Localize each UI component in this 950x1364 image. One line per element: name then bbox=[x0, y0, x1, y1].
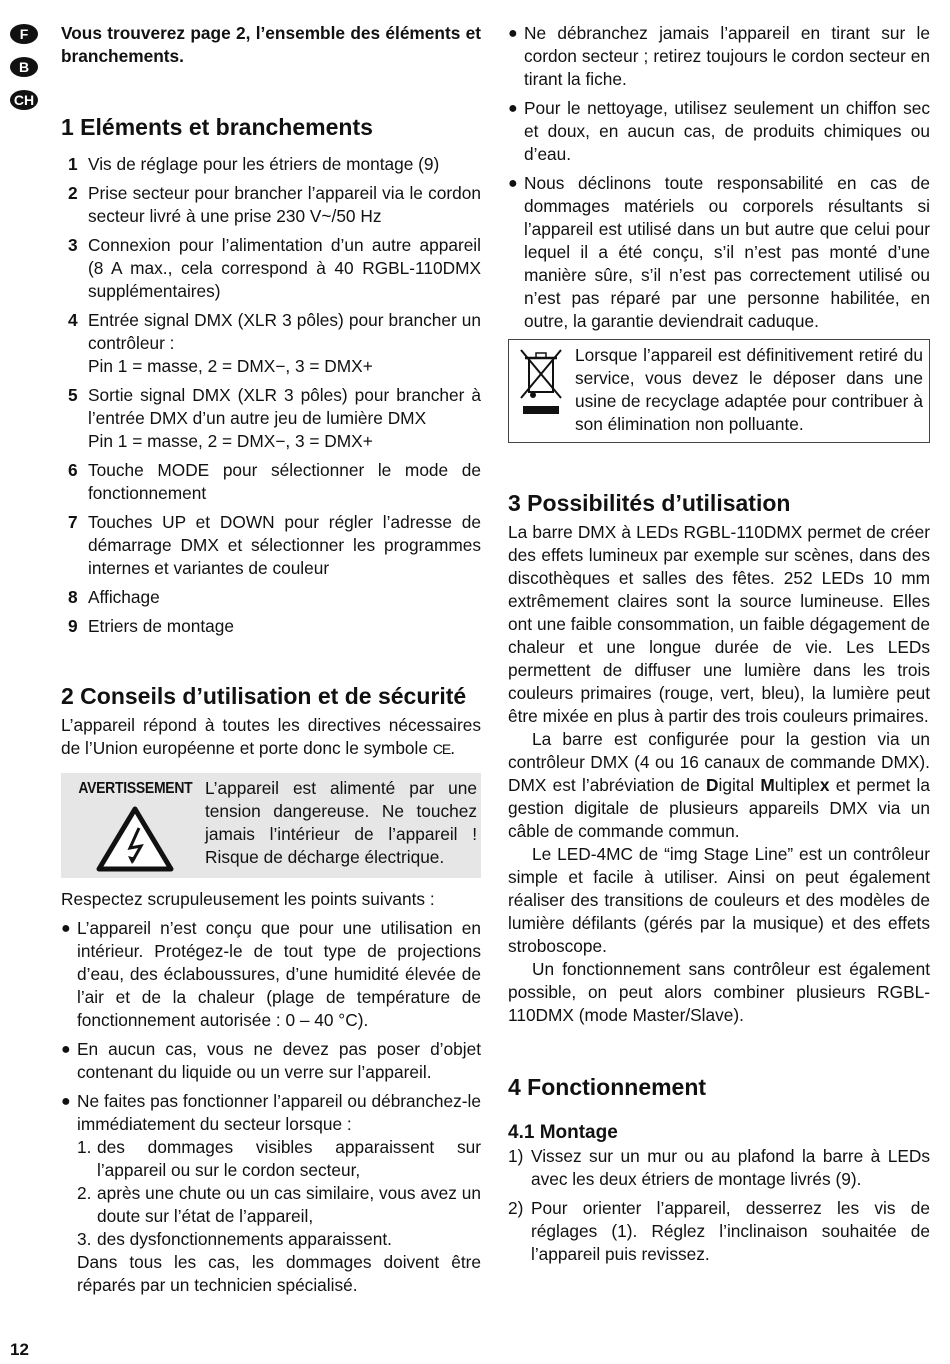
bullet-icon: ● bbox=[508, 175, 518, 192]
section3-heading: 3 Possibilités d’utilisation bbox=[508, 490, 791, 516]
weee-text: Lorsque l’appareil est définitivement retiré du service, vous devez le déposer dans une usine de recyclage adaptée pour contribuer à son élimination non polluante. bbox=[575, 345, 923, 434]
section2-heading: 2 Conseils d’utilisation et de sécurité bbox=[61, 683, 467, 709]
list-item: 7 Touches UP et DOWN pour régler l’adresse de démarrage DMX et sélectionner les programmes internes et variantes de couleur bbox=[68, 512, 481, 578]
safety-list-left bbox=[61, 917, 481, 1297]
section1-heading: 1 Eléments et branchements bbox=[61, 114, 373, 140]
lang-badge-f: F bbox=[10, 24, 38, 44]
list-item: 4 Entrée signal DMX (XLR 3 pôles) pour brancher un contrôleur : Pin 1 = masse, 2 = DMX−, 3 = DMX+ bbox=[68, 310, 481, 376]
left-column bbox=[61, 22, 481, 1303]
crossed-bin-icon bbox=[515, 344, 567, 420]
respect-text: Respectez scrupuleusement les points suivants : bbox=[61, 889, 435, 909]
list-item: 2) Pour orienter l’appareil, desserrez les vis de réglages (1). Réglez l’inclinaison souhaitée de l’appareil puis revissez. bbox=[508, 1198, 930, 1264]
right-column bbox=[508, 22, 930, 1272]
lang-badge-ch: CH bbox=[10, 90, 38, 110]
warning-title: AVERTISSEMENT bbox=[77, 780, 193, 797]
list-item: 6 Touche MODE pour sélectionner le mode de fonctionnement bbox=[68, 460, 481, 503]
language-badges bbox=[10, 24, 38, 123]
lang-badge-b: B bbox=[10, 57, 38, 77]
list-item: 5 Sortie signal DMX (XLR 3 pôles) pour brancher à l’entrée DMX d’un autre jeu de lumière DMX Pin 1 = masse, 2 = DMX−, 3 = DMX+ bbox=[68, 385, 481, 451]
list-item: 2 Prise secteur pour brancher l’appareil via le cordon secteur livré à une prise 230 V~/50 Hz bbox=[68, 183, 481, 226]
bullet-icon: ● bbox=[508, 100, 518, 117]
high-voltage-icon bbox=[96, 806, 174, 872]
warning-box bbox=[61, 773, 481, 878]
mounting-steps bbox=[508, 1145, 930, 1266]
list-item: ● Nous déclinons toute responsabilité en cas de dommages matériels ou corporels résultants si l’appareil est utilisé dans un but autre que celui pour lequel il a été conçu, s’il n’est pas monté d’une manière sûre, s’il n’est pas correctement utilisé ou n’est pas réparé par une personne habilitée, en outre, la garantie deviendrait caduque. bbox=[508, 173, 930, 331]
list-item: ● En aucun cas, vous ne devez pas poser d’objet contenant du liquide ou un verre sur l’appareil. bbox=[61, 1039, 481, 1082]
subsection-heading: 4.1 Montage bbox=[508, 1122, 618, 1143]
list-item: 3 Connexion pour l’alimentation d’un autre appareil (8 A max., cela correspond à 40 RGBL-110DMX supplémentaires) bbox=[68, 235, 481, 301]
bullet-icon: ● bbox=[61, 920, 71, 937]
list-item: 1) Vissez sur un mur ou au plafond la barre à LEDs avec les deux étriers de montage livrés (9). bbox=[508, 1146, 930, 1189]
bullet-icon: ● bbox=[61, 1093, 71, 1110]
section3-paragraph: La barre est configurée pour la gestion via un contrôleur DMX (4 ou 16 canaux de commande DMX). DMX est l’abréviation de Digital Multiplex et permet la gestion digitale de plusieurs appareils DMX via un câble de commande commun. bbox=[508, 729, 930, 841]
list-item: ● Ne débranchez jamais l’appareil en tirant sur le cordon secteur ; retirez toujours le cordon secteur en tirant la fiche. bbox=[508, 23, 930, 89]
page-number: 12 bbox=[10, 1340, 29, 1359]
safety-list-right bbox=[508, 22, 930, 333]
list-item: 8 Affichage bbox=[68, 587, 160, 607]
section3-paragraph: La barre DMX à LEDs RGBL-110DMX permet de créer des effets lumineux par exemple sur scènes, dans des discothèques et salles des fêtes. 252 LEDs 10 mm extrêmement claires sont la source lumineuse. Elles ont une faible consommation, un faible dégagement de chaleur et une longue durée de vie. Les LEDs permettent de diffuser une lumière dans les trois couleurs primaires (rouge, vert, bleu), la lumière peut être mixée en plus à partir des trois couleurs primaires. bbox=[508, 522, 930, 726]
weee-notice bbox=[508, 339, 930, 443]
sub-item: 1. des dommages visibles apparaissent sur l’appareil ou sur le cordon secteur, bbox=[77, 1137, 481, 1180]
section4-heading: 4 Fonctionnement bbox=[508, 1074, 707, 1100]
section3-paragraph: Le LED-4MC de “img Stage Line” est un contrôleur simple et facile à utiliser. Ainsi on peut également réaliser des transitions de couleurs et des modèles de lumière défilants (gérés par la musique) et des effets stroboscope. bbox=[508, 844, 930, 956]
section3-paragraph: Un fonctionnement sans contrôleur est également possible, on peut alors combiner plusieurs RGBL-110DMX (mode Master/Slave). bbox=[508, 959, 930, 1025]
bullet-icon: ● bbox=[61, 1041, 71, 1058]
elements-list bbox=[61, 153, 481, 638]
bullet-icon: ● bbox=[508, 25, 518, 42]
sub-item: 3. des dysfonctionnements apparaissent. bbox=[77, 1229, 392, 1249]
section2-intro: L’appareil répond à toutes les directives nécessaires de l’Union européenne et porte donc le symbole CE. bbox=[61, 715, 481, 758]
list-item: ● Ne faites pas fonctionner l’appareil ou débranchez-le immédiatement du secteur lorsque : 1. des dommages visibles apparaissent sur l’appareil ou sur le cordon secteur, 2. après une chute ou un cas similaire, vous avez un doute sur l’état de l’appareil, 3. des dysfonctionnements apparaissent. Dans tous les cas, les dommages doivent être réparés par un technicien spécialisé. bbox=[61, 1091, 481, 1295]
ce-mark: CE bbox=[432, 741, 451, 757]
sub-item: 2. après une chute ou un cas similaire, vous avez un doute sur l’état de l’appareil, bbox=[77, 1183, 481, 1226]
warning-text: L’appareil est alimenté par une tension dangereuse. Ne touchez jamais l’intérieur de l’appareil ! Risque de décharge électrique. bbox=[205, 778, 477, 867]
list-item: ● Pour le nettoyage, utilisez seulement un chiffon sec et doux, en aucun cas, de produits chimiques ou d’eau. bbox=[508, 98, 930, 164]
list-item: 9 Etriers de montage bbox=[68, 616, 235, 636]
list-item: 1 Vis de réglage pour les étriers de montage (9) bbox=[68, 154, 440, 174]
list-item: ● L’appareil n’est conçu que pour une utilisation en intérieur. Protégez-le de tout type de projections d’eau, des éclaboussures, d’une humidité élevée de l’air et de la chaleur (plage de température de fonctionnement autorisée : 0 – 40 °C). bbox=[61, 918, 481, 1030]
intro-text: Vous trouverez page 2, l’ensemble des éléments et branchements. bbox=[61, 23, 481, 66]
